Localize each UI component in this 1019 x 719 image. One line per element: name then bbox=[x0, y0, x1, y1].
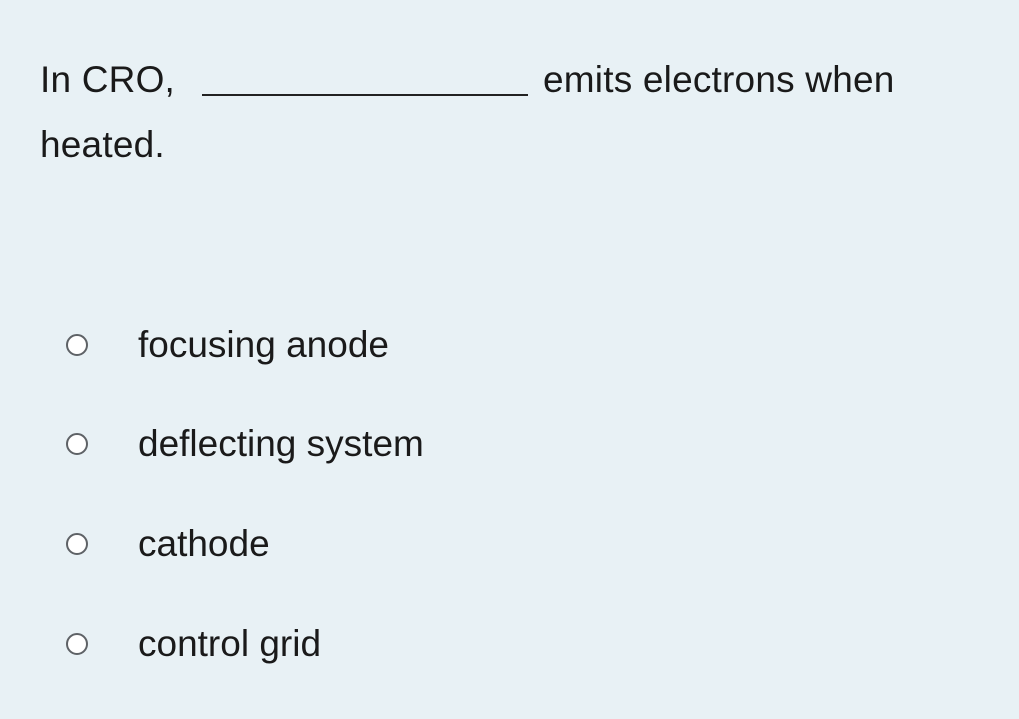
radio-button[interactable] bbox=[66, 433, 88, 455]
fill-in-blank bbox=[202, 94, 528, 96]
option-deflecting-system[interactable] bbox=[60, 414, 580, 474]
question-text-part3: heated. bbox=[40, 124, 165, 165]
option-label: deflecting system bbox=[138, 423, 424, 464]
question-text bbox=[0, 0, 1019, 200]
question-text-part1: In CRO, bbox=[40, 59, 176, 100]
option-focusing-anode[interactable] bbox=[60, 315, 580, 375]
option-label: control grid bbox=[138, 623, 322, 664]
radio-button[interactable] bbox=[66, 533, 88, 555]
option-control-grid[interactable] bbox=[60, 614, 580, 674]
question-text-part2: emits electrons when bbox=[543, 59, 895, 100]
option-label: cathode bbox=[138, 523, 270, 564]
answer-options bbox=[0, 300, 1019, 700]
option-cathode[interactable] bbox=[60, 514, 580, 574]
radio-button[interactable] bbox=[66, 633, 88, 655]
option-label: focusing anode bbox=[138, 324, 389, 365]
radio-button[interactable] bbox=[66, 334, 88, 356]
